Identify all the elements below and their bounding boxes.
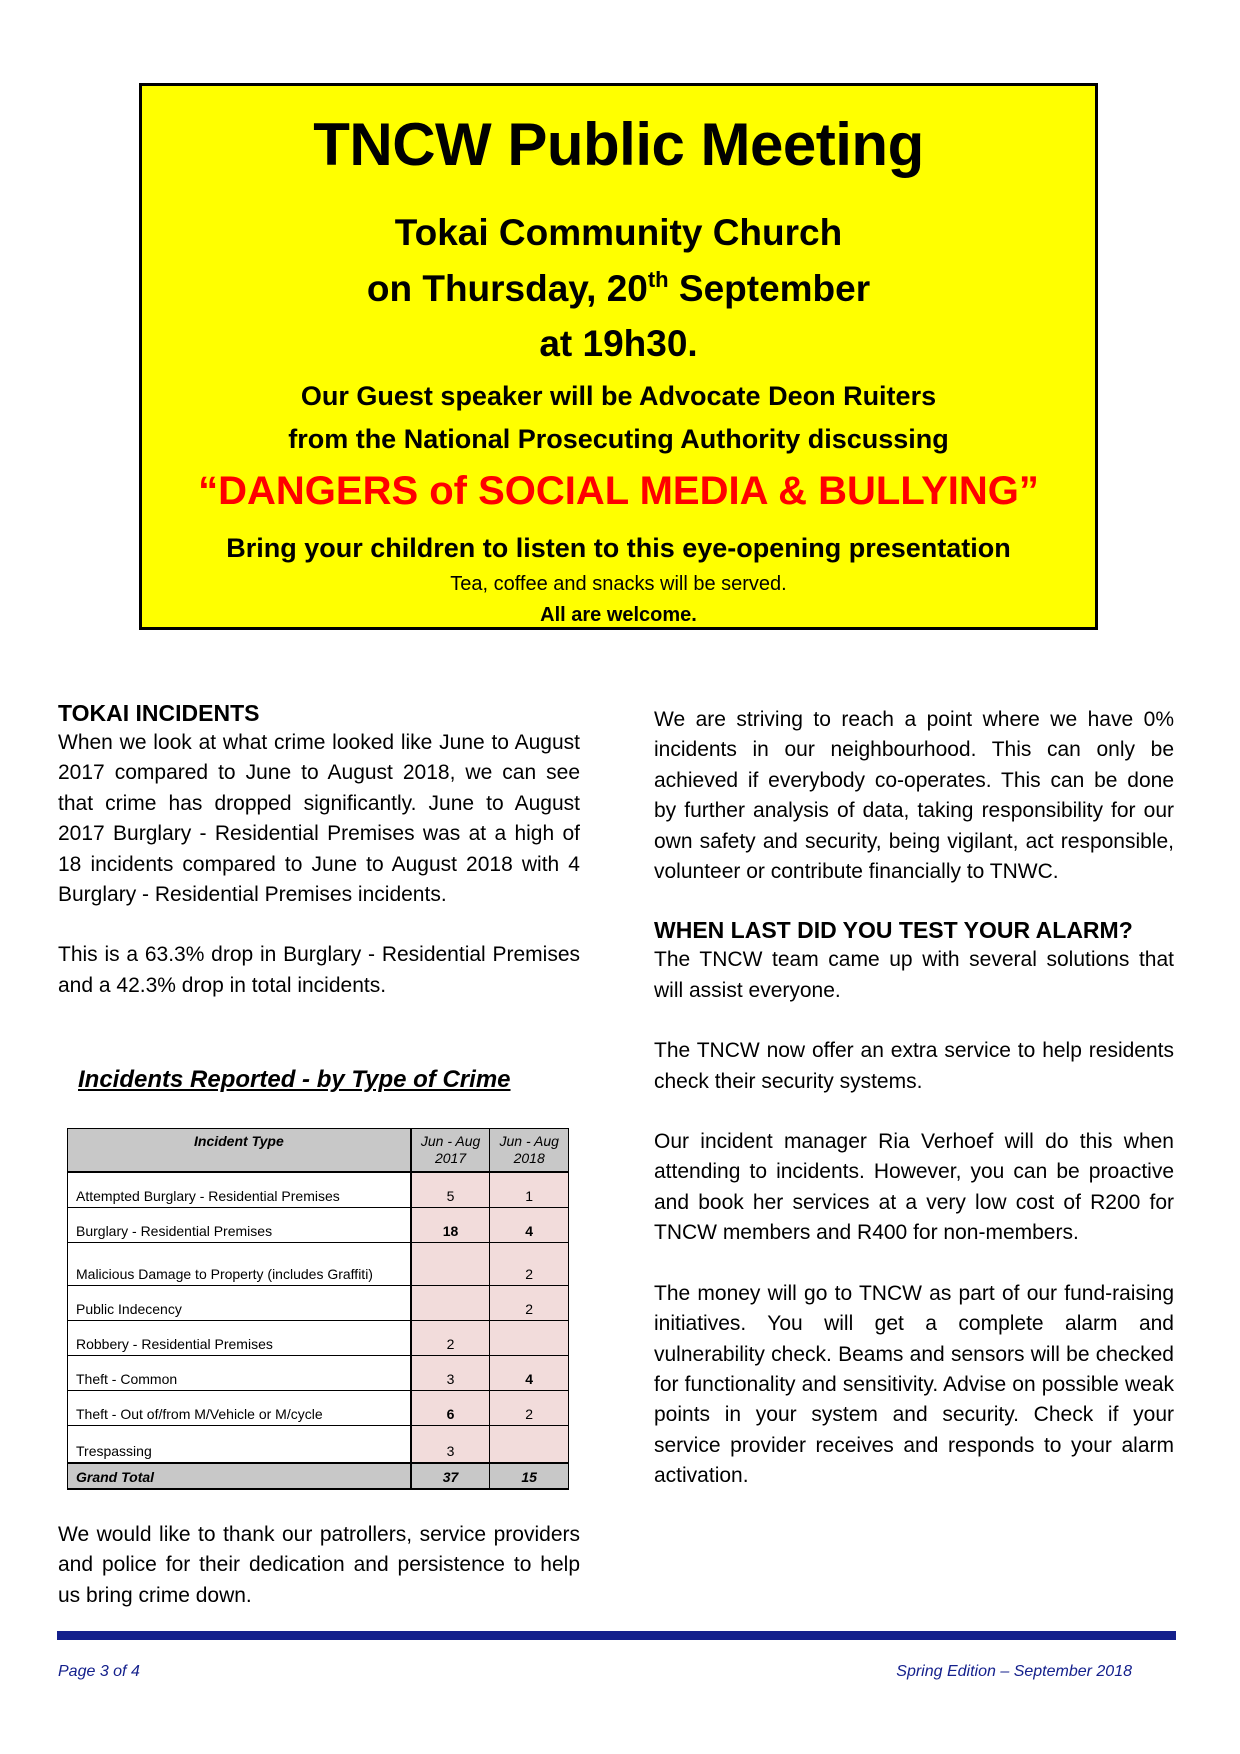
edition-label: Spring Edition – September 2018 (896, 1663, 1132, 1680)
row-2018: 4 (490, 1208, 569, 1243)
banner-bring: Bring your children to listen to this eye-opening presentation (226, 533, 1011, 563)
right-column (654, 705, 1174, 1522)
meeting-banner (139, 83, 1098, 630)
table-row (68, 1286, 569, 1321)
closing-paragraph: We would like to thank our patrollers, service providers and police for their dedication and persistence to help us bring crime down. (58, 1523, 580, 1607)
row-2017 (411, 1286, 490, 1321)
row-2017: 6 (411, 1391, 490, 1426)
table-row (68, 1243, 569, 1286)
row-2018: 1 (490, 1172, 569, 1208)
table-title: Incidents Reported - by Type of Crime (78, 1066, 511, 1093)
row-type: Trespassing (68, 1426, 411, 1464)
header-2018: Jun - Aug 2018 (490, 1129, 569, 1173)
row-2017: 18 (411, 1208, 490, 1243)
banner-venue: Tokai Community Church (394, 212, 843, 253)
header-2017: Jun - Aug 2017 (411, 1129, 490, 1173)
table-total-row (68, 1463, 569, 1489)
total-2017: 37 (411, 1463, 490, 1489)
banner-date-sup: th (647, 267, 669, 292)
header-incident-type: Incident Type (68, 1129, 411, 1173)
banner-from: from the National Prosecuting Authority discussing (288, 424, 949, 454)
table-row (68, 1321, 569, 1356)
banner-date-suffix: September (668, 268, 871, 309)
row-2018: 2 (490, 1391, 569, 1426)
right-paragraph-4: Our incident manager Ria Verhoef will do this when attending to incidents. However, you can be proactive and book her services at a very low cost of R200 for TNCW members and R400 for non-members. (654, 1130, 1174, 1245)
row-type: Robbery - Residential Premises (68, 1321, 411, 1356)
banner-title: TNCW Public Meeting (313, 111, 924, 178)
row-2018 (490, 1321, 569, 1356)
right-paragraph-1: We are striving to reach a point where we have 0% incidents in our neighbourhood. This can only be achieved if everybody co-operates. This can be done by further analysis of data, taking responsibility for our own safety and security, being vigilant, act responsible, volunteer or contribute financially to TNWC. (654, 708, 1174, 884)
banner-date-prefix: on Thursday, 20 (366, 268, 648, 309)
row-2018: 2 (490, 1243, 569, 1286)
left-column (58, 698, 580, 1031)
left-paragraph-1: When we look at what crime looked like June to August 2017 compared to June to August 2018, we can see that crime has dropped significantly. June to August 2017 Burglary - Residential Premises was at a high of 18 incidents compared to June to August 2018 with 4 Burglary - Residential Premises incidents. (58, 731, 580, 907)
row-2017: 3 (411, 1426, 490, 1464)
table-row (68, 1426, 569, 1464)
row-type: Theft - Common (68, 1356, 411, 1391)
left-paragraph-2: This is a 63.3% drop in Burglary - Residential Premises and a 42.3% drop in total incidents. (58, 943, 580, 997)
table-header-row (68, 1129, 569, 1173)
row-type: Malicious Damage to Property (includes Graffiti) (68, 1243, 411, 1286)
row-2018 (490, 1426, 569, 1464)
row-2018: 2 (490, 1286, 569, 1321)
table-row (68, 1356, 569, 1391)
table-row (68, 1172, 569, 1208)
right-paragraph-2: The TNCW team came up with several solutions that will assist everyone. (654, 948, 1174, 1002)
right-paragraph-5: The money will go to TNCW as part of our fund-raising initiatives. You will get a complete alarm and vulnerability check. Beams and sensors will be checked for functionality and sensitivity. Advise on possible weak points in your system and security. Check if your service provider receives and responds to your alarm activation. (654, 1281, 1174, 1488)
table-row (68, 1391, 569, 1426)
total-2018: 15 (490, 1463, 569, 1489)
row-type: Public Indecency (68, 1286, 411, 1321)
banner-date (142, 268, 1095, 310)
row-2017: 5 (411, 1172, 490, 1208)
row-2017: 2 (411, 1321, 490, 1356)
row-type: Attempted Burglary - Residential Premises (68, 1172, 411, 1208)
alarm-heading: WHEN LAST DID YOU TEST YOUR ALARM? (654, 917, 1133, 944)
row-type: Theft - Out of/from M/Vehicle or M/cycle (68, 1391, 411, 1426)
row-type: Burglary - Residential Premises (68, 1208, 411, 1243)
banner-time: at 19h30. (539, 323, 698, 364)
row-2017 (411, 1243, 490, 1286)
row-2018: 4 (490, 1356, 569, 1391)
row-2017: 3 (411, 1356, 490, 1391)
page-number: Page 3 of 4 (58, 1663, 140, 1680)
banner-welcome: All are welcome. (540, 604, 697, 626)
footer-rule (57, 1631, 1176, 1640)
banner-speaker: Our Guest speaker will be Advocate Deon Ruiters (300, 381, 937, 411)
right-paragraph-3: The TNCW now offer an extra service to help residents check their security systems. (654, 1039, 1174, 1093)
banner-tea: Tea, coffee and snacks will be served. (450, 573, 787, 595)
incidents-table (67, 1128, 569, 1490)
total-label: Grand Total (68, 1463, 411, 1489)
table-row (68, 1208, 569, 1243)
banner-topic: “DANGERS of SOCIAL MEDIA & BULLYING” (198, 469, 1039, 513)
tokai-incidents-heading: TOKAI INCIDENTS (58, 700, 260, 726)
